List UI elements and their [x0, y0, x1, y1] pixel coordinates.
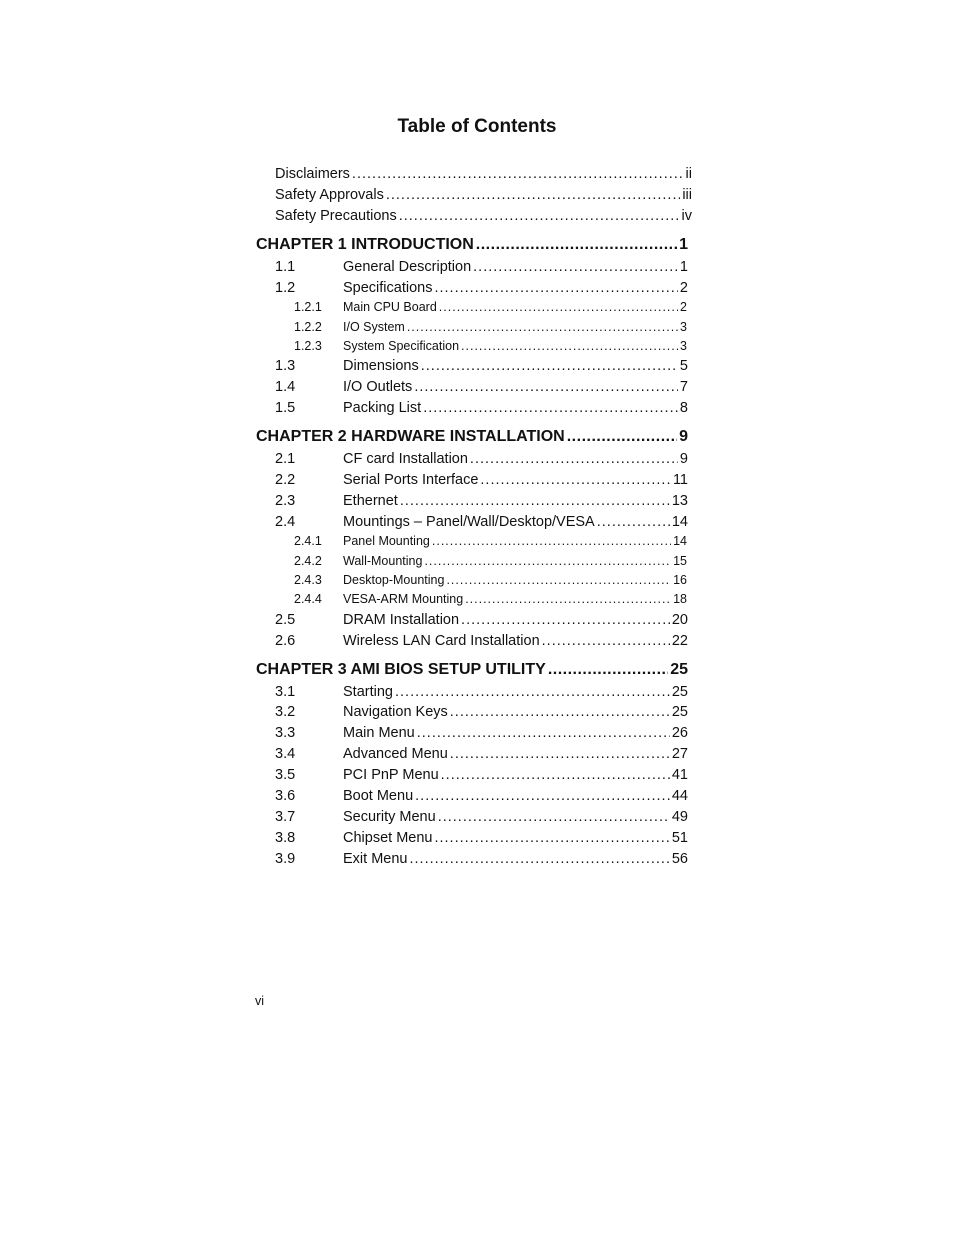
toc-entry-page: 25: [671, 704, 688, 720]
toc-entry-number: 2.4: [275, 514, 296, 530]
toc-chapter-page: 25: [670, 661, 688, 678]
toc-entry-number: 1.4: [275, 379, 296, 395]
toc-chapter-page: 1: [679, 236, 688, 253]
toc-subsection-entry[interactable]: [294, 554, 687, 568]
toc-subsection-entry[interactable]: [294, 320, 687, 334]
toc-entry-number: 1.1: [275, 259, 296, 275]
toc-leader-dots: [542, 633, 670, 649]
toc-entry-number: 3.6: [275, 788, 296, 804]
toc-leader-dots: [439, 300, 678, 314]
toc-entry-page: iii: [682, 187, 692, 203]
toc-leader-dots: [597, 514, 670, 530]
toc-entry-page: 49: [671, 809, 688, 825]
toc-subsection-entry[interactable]: [294, 300, 687, 314]
toc-entry-title: Boot Menu: [343, 788, 414, 804]
toc-leader-dots: [415, 788, 670, 804]
toc-entry-page: 2: [680, 300, 687, 314]
toc-entry-page: 41: [671, 767, 688, 783]
toc-entry-title: Safety Approvals: [275, 187, 384, 203]
toc-section-entry[interactable]: [275, 704, 688, 720]
toc-entry-number: 3.3: [275, 725, 296, 741]
toc-section-entry[interactable]: [275, 725, 688, 741]
toc-entry-page: 9: [679, 451, 688, 467]
toc-leader-dots: [424, 554, 671, 568]
toc-leader-dots: [470, 451, 678, 467]
toc-entry-page: 2: [679, 280, 688, 296]
page-number: vi: [255, 994, 265, 1008]
toc-entry-page: 11: [672, 472, 688, 488]
toc-entry-number: 2.3: [275, 493, 296, 509]
toc-leader-dots: [423, 400, 678, 416]
toc-section-entry[interactable]: [275, 788, 688, 804]
toc-entry-title: Main Menu: [343, 725, 415, 741]
toc-leader-dots: [414, 379, 678, 395]
toc-entry-number: 1.5: [275, 400, 296, 416]
toc-leader-dots: [441, 767, 670, 783]
toc-entry-number: 3.8: [275, 830, 296, 846]
toc-entry-title: Wireless LAN Card Installation: [343, 633, 540, 649]
toc-entry-page: 18: [673, 592, 687, 606]
toc-entry-title: VESA-ARM Mounting: [343, 592, 464, 606]
toc-entry-title: System Specification: [343, 339, 460, 353]
toc-leader-dots: [386, 187, 681, 203]
toc-section-entry[interactable]: [275, 851, 688, 867]
toc-entry-page: 1: [679, 259, 688, 275]
toc-entry-title: Panel Mounting: [343, 534, 430, 548]
toc-chapter-page: 9: [679, 428, 688, 445]
toc-entry-title: Wall-Mounting: [343, 554, 423, 568]
toc-entry-number: 1.3: [275, 358, 296, 374]
toc-section-entry[interactable]: [275, 493, 688, 509]
toc-entry-number: 1.2.1: [294, 300, 322, 314]
toc-entry-title: DRAM Installation: [343, 612, 460, 628]
toc-leader-dots: [407, 320, 678, 334]
toc-entry-number: 3.9: [275, 851, 296, 867]
toc-leader-dots: [461, 612, 670, 628]
toc-entry-title: Chipset Menu: [343, 830, 433, 846]
toc-entry-page: 22: [671, 633, 688, 649]
toc-entry-title: CF card Installation: [343, 451, 468, 467]
toc-leader-dots: [409, 851, 669, 867]
toc-leader-dots: [434, 280, 677, 296]
toc-section-entry[interactable]: [275, 746, 688, 762]
toc-entry-page: 51: [671, 830, 688, 846]
toc-leader-dots: [432, 534, 671, 548]
page-title: Table of Contents: [397, 116, 557, 137]
toc-section-entry[interactable]: [275, 259, 688, 275]
toc-entry-title: Navigation Keys: [343, 704, 448, 720]
toc-section-entry[interactable]: [275, 612, 688, 628]
toc-leader-dots: [450, 704, 670, 720]
toc-leader-dots: [399, 208, 680, 224]
toc-entry-number: 1.2.2: [294, 320, 322, 334]
toc-entry-page: ii: [685, 166, 692, 182]
toc-section-entry[interactable]: [275, 809, 688, 825]
toc-entry-number: 3.5: [275, 767, 296, 783]
toc-entry-number: 3.4: [275, 746, 296, 762]
toc-leader-dots: [417, 725, 670, 741]
toc-chapter-heading[interactable]: [256, 236, 688, 254]
toc-entry-page: 26: [671, 725, 688, 741]
toc-leader-dots: [434, 830, 669, 846]
toc-entry-number: 2.4.3: [294, 573, 322, 587]
toc-entry-page: 7: [679, 379, 688, 395]
toc-entry-number: 3.2: [275, 704, 296, 720]
toc-leader-dots: [395, 684, 670, 700]
toc-entry-title: Safety Precautions: [275, 208, 397, 224]
toc-entry-title: Security Menu: [343, 809, 436, 825]
toc-entry-page: iv: [681, 208, 692, 224]
toc-entry-number: 1.2.3: [294, 339, 322, 353]
toc-entry-page: 25: [671, 684, 688, 700]
toc-entry-title: I/O System: [343, 320, 405, 334]
toc-entry-number: 1.2: [275, 280, 296, 296]
toc-entry-number: 2.1: [275, 451, 296, 467]
toc-entry-number: 2.5: [275, 612, 296, 628]
toc-entry-number: 2.4.1: [294, 534, 322, 548]
toc-leader-dots: [473, 259, 678, 275]
toc-front-entry[interactable]: [275, 208, 692, 224]
toc-leader-dots: [476, 236, 677, 254]
toc-chapter-heading[interactable]: [256, 661, 688, 679]
toc-entry-number: 2.6: [275, 633, 296, 649]
toc-leader-dots: [461, 339, 678, 353]
toc-section-entry[interactable]: [275, 633, 688, 649]
toc-section-entry[interactable]: [275, 379, 688, 395]
toc-leader-dots: [421, 358, 678, 374]
toc-entry-title: General Description: [343, 259, 472, 275]
toc-entry-title: Specifications: [343, 280, 433, 296]
toc-subsection-entry[interactable]: [294, 339, 687, 353]
toc-entry-title: Disclaimers: [275, 166, 350, 182]
toc-entry-page: 3: [680, 339, 687, 353]
toc-subsection-entry[interactable]: [294, 534, 687, 548]
toc-leader-dots: [446, 573, 671, 587]
toc-chapter-title: CHAPTER 2 HARDWARE INSTALLATION: [256, 428, 565, 445]
toc-chapter-heading[interactable]: [256, 428, 688, 446]
toc-section-entry[interactable]: [275, 684, 688, 700]
toc-entry-title: Main CPU Board: [343, 300, 437, 314]
toc-entry-page: 27: [671, 746, 688, 762]
toc-section-entry[interactable]: [275, 451, 688, 467]
toc-entry-number: 2.4.2: [294, 554, 322, 568]
toc-entry-page: 20: [671, 612, 688, 628]
toc-entry-page: 16: [673, 573, 687, 587]
toc-section-entry[interactable]: [275, 358, 688, 374]
toc-entry-title: Desktop-Mounting: [343, 573, 445, 587]
toc-front-entry[interactable]: [275, 187, 692, 203]
toc-entry-title: Advanced Menu: [343, 746, 448, 762]
toc-leader-dots: [548, 661, 668, 679]
toc-leader-dots: [567, 428, 677, 446]
toc-chapter-title: CHAPTER 3 AMI BIOS SETUP UTILITY: [256, 661, 546, 678]
toc-entry-title: Mountings – Panel/Wall/Desktop/VESA: [343, 514, 595, 530]
toc-entry-title: Exit Menu: [343, 851, 408, 867]
toc-section-entry[interactable]: [275, 514, 688, 530]
toc-entry-title: PCI PnP Menu: [343, 767, 439, 783]
toc-entry-page: 8: [679, 400, 688, 416]
toc-entry-page: 56: [671, 851, 688, 867]
toc-front-entry[interactable]: [275, 166, 692, 182]
toc-entry-title: Starting: [343, 684, 393, 700]
toc-leader-dots: [352, 166, 684, 182]
toc-entry-number: 3.1: [275, 684, 296, 700]
toc-leader-dots: [450, 746, 670, 762]
toc-entry-page: 13: [671, 493, 688, 509]
toc-leader-dots: [400, 493, 670, 509]
toc-leader-dots: [438, 809, 670, 825]
toc-subsection-entry[interactable]: [294, 573, 687, 587]
toc-entry-page: 14: [673, 534, 687, 548]
toc-leader-dots: [480, 472, 671, 488]
toc-entry-number: 2.4.4: [294, 592, 322, 606]
toc-section-entry[interactable]: [275, 280, 688, 296]
toc-entry-page: 15: [673, 554, 687, 568]
toc-section-entry[interactable]: [275, 767, 688, 783]
toc-entry-page: 5: [679, 358, 688, 374]
toc-entry-page: 44: [671, 788, 688, 804]
toc-subsection-entry[interactable]: [294, 592, 687, 606]
toc-section-entry[interactable]: [275, 400, 688, 416]
toc-entry-number: 2.2: [275, 472, 296, 488]
toc-entry-page: 14: [671, 514, 688, 530]
toc-entry-title: Serial Ports Interface: [343, 472, 479, 488]
toc-leader-dots: [465, 592, 671, 606]
toc-entry-number: 3.7: [275, 809, 296, 825]
toc-chapter-title: CHAPTER 1 INTRODUCTION: [256, 236, 474, 253]
toc-section-entry[interactable]: [275, 830, 688, 846]
toc-entry-title: I/O Outlets: [343, 379, 413, 395]
toc-section-entry[interactable]: [275, 472, 688, 488]
toc-entry-title: Ethernet: [343, 493, 398, 509]
toc-entry-page: 3: [680, 320, 687, 334]
toc-entry-title: Dimensions: [343, 358, 419, 374]
toc-entry-title: Packing List: [343, 400, 422, 416]
